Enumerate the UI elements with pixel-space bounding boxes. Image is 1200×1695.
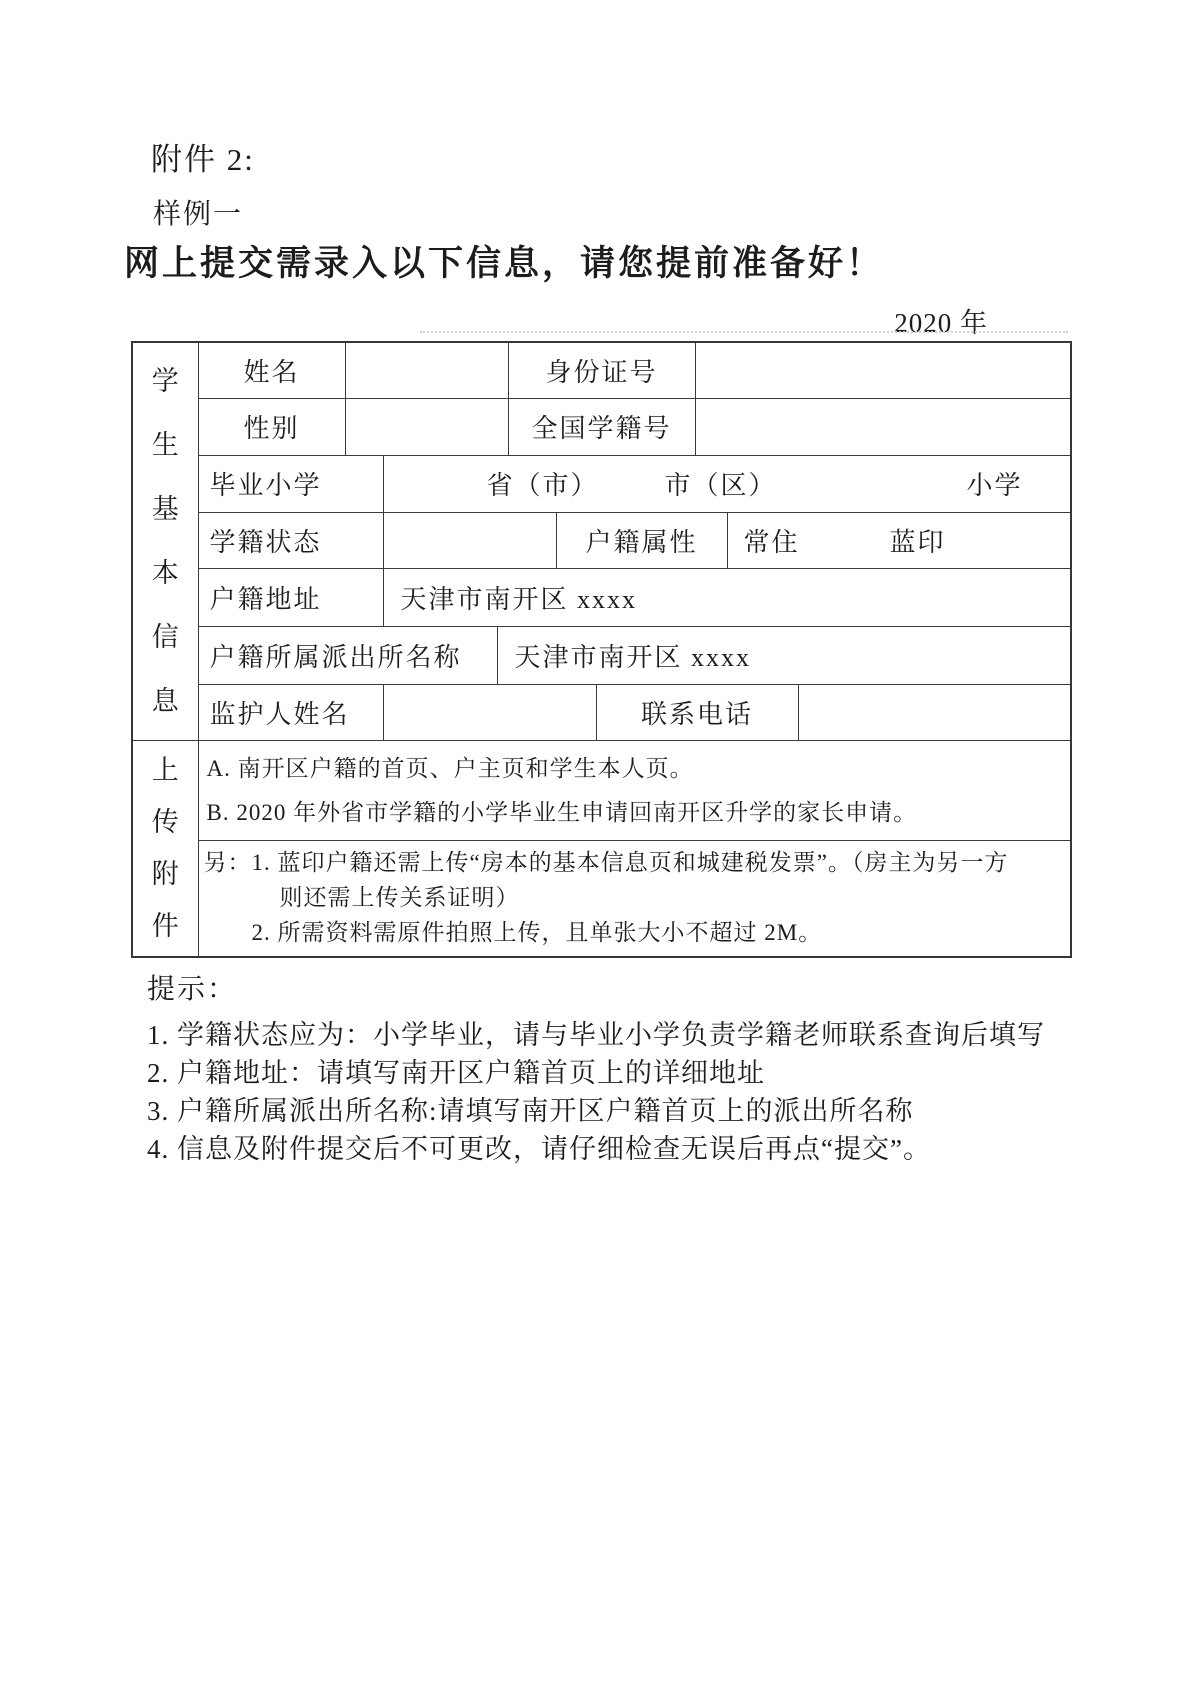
page-title: 网上提交需录入以下信息，请您提前准备好！ (124, 244, 885, 283)
graduate-school-template (384, 465, 1071, 502)
name-label-cell: 姓名 (198, 342, 345, 398)
hukou-address-label-cell: 户籍地址 (198, 568, 383, 626)
id-number-label-cell: 身份证号 (508, 342, 695, 398)
tips-title: 提示： (147, 974, 238, 1005)
hukou-option-resident: 常住 (743, 527, 800, 557)
tips-section (147, 967, 1077, 1168)
upload-notes-cell (198, 840, 1071, 957)
tips-item-1: 1. 学籍状态应为：小学毕业，请与毕业小学负责学籍老师联系查询后填写 (147, 1020, 1045, 1050)
upload-notes (199, 841, 1071, 956)
upload-note-line2: 则还需上传关系证明） (279, 884, 520, 910)
tips-item-3: 3. 户籍所属派出所名称:请填写南开区户籍首页上的派出所名称 (147, 1096, 914, 1126)
graduate-school-label-cell: 毕业小学 (198, 455, 383, 512)
attachment-label: 附件 2: (151, 142, 255, 177)
gender-label-cell: 性别 (198, 398, 345, 455)
graduate-school-value-cell (383, 455, 1071, 512)
id-number-value-cell (695, 342, 1071, 398)
contact-phone-label-cell: 联系电话 (596, 684, 798, 740)
student-section-header (132, 342, 198, 740)
table-row (132, 512, 1071, 568)
upload-item-a: A. 南开区户籍的首页、户主页和学生本人页。 (206, 756, 694, 781)
hukou-type-label-cell: 户籍属性 (556, 512, 727, 568)
hukou-address-value-cell: 天津市南开区 xxxx (383, 568, 1071, 626)
table-row (132, 342, 1071, 398)
contact-phone-value-cell (798, 684, 1071, 740)
tips-item-4: 4. 信息及附件提交后不可更改，请仔细检查无误后再点“提交”。 (147, 1134, 931, 1164)
upload-items (199, 741, 1071, 839)
hukou-option-blueprint: 蓝印 (889, 527, 946, 557)
city-placeholder: 市（区） (664, 471, 777, 500)
student-section-label: 学生基本信息 (151, 366, 179, 717)
table-row (132, 568, 1071, 626)
upload-section-header (132, 740, 198, 957)
police-station-value-cell: 天津市南开区 xxxx (497, 626, 1071, 684)
national-student-id-label-cell: 全国学籍号 (508, 398, 695, 455)
student-status-label-cell: 学籍状态 (198, 512, 383, 568)
upload-section-label: 上传附件 (151, 755, 179, 941)
scan-artifact-dotted-line (420, 331, 1068, 333)
sample-label: 样例一 (153, 199, 244, 230)
upload-note-line3: 2. 所需资料需原件拍照上传，且单张大小不超过 2M。 (251, 919, 823, 945)
table-row (132, 398, 1071, 455)
guardian-name-label-cell: 监护人姓名 (198, 684, 383, 740)
hukou-type-options-cell (727, 512, 1071, 568)
student-status-value-cell (383, 512, 556, 568)
year-label: 2020 年 (894, 308, 988, 338)
province-placeholder: 省（市） (486, 471, 599, 500)
tips-item-2: 2. 户籍地址：请填写南开区户籍首页上的详细地址 (147, 1058, 765, 1088)
student-info-form-table (131, 341, 1072, 958)
police-station-label-cell: 户籍所属派出所名称 (198, 626, 497, 684)
school-suffix: 小学 (966, 471, 1023, 500)
upload-item-b: B. 2020 年外省市学籍的小学毕业生申请回南开区升学的家长申请。 (206, 800, 918, 825)
table-row (132, 840, 1071, 957)
hukou-type-options (728, 522, 1071, 559)
table-row (132, 684, 1071, 740)
guardian-name-value-cell (383, 684, 596, 740)
national-student-id-value-cell (695, 398, 1071, 455)
name-value-cell (345, 342, 508, 398)
gender-value-cell (345, 398, 508, 455)
upload-note-line1: 另：1. 蓝印户籍还需上传“房本的基本信息页和城建税发票”。（房主为另一方 (203, 849, 1009, 875)
table-row (132, 455, 1071, 512)
table-row (132, 626, 1071, 684)
upload-items-cell (198, 740, 1071, 840)
table-row (132, 740, 1071, 840)
